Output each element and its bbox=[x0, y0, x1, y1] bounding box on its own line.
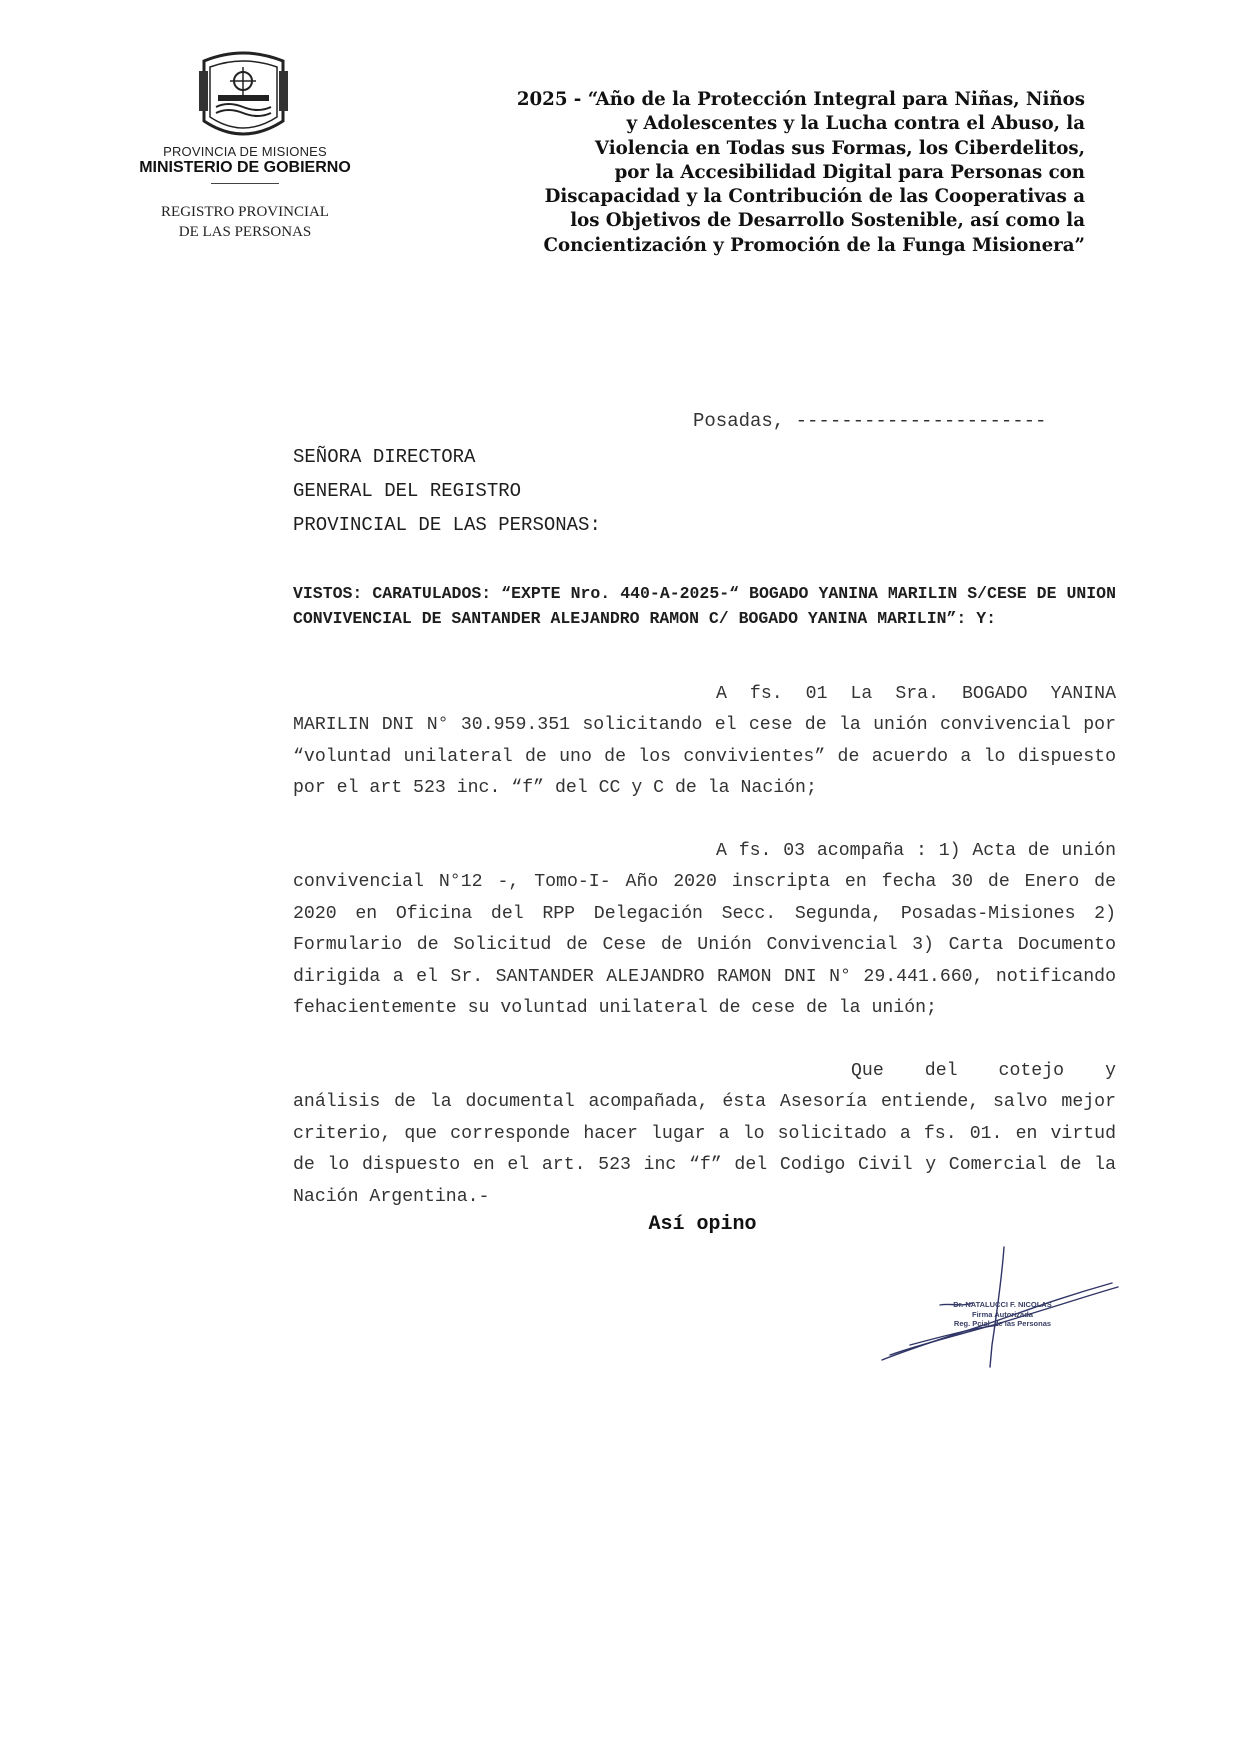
motto-line: Violencia en Todas sus Formas, los Ciberdelitos, bbox=[594, 137, 1085, 159]
motto-line: y Adolescentes y la Lucha contra el Abuso, la bbox=[626, 113, 1085, 135]
addressee-line: GENERAL DEL REGISTRO bbox=[293, 480, 522, 502]
addressee-block bbox=[293, 440, 601, 542]
paragraph-analysis bbox=[293, 1056, 1116, 1213]
registry-name-line1: REGISTRO PROVINCIAL bbox=[161, 204, 329, 220]
closing-opinion: Así opino bbox=[648, 1213, 757, 1236]
motto-line: los Objetivos de Desarrollo Sostenible, así como la bbox=[570, 210, 1085, 232]
case-caption: VISTOS: CARATULADOS: “EXPTE Nro. 440-A-2025-“ BOGADO YANINA MARILIN S/CESE DE UNION CONVIVENCIAL DE SANTANDER ALEJANDRO RAMON C/ BOGADO YANINA MARILIN”: Y: bbox=[293, 584, 1116, 628]
motto-line: 2025 - “Año de la Protección Integral para Niñas, Niños bbox=[516, 89, 1085, 110]
stamp-line: Reg. Pcial. de las Personas bbox=[953, 1319, 1052, 1328]
year-motto bbox=[470, 88, 1085, 258]
stamp-line: Dr. NATALUCCI F. NICOLAS bbox=[953, 1300, 1052, 1309]
paragraph-text: A fs. 01 La Sra. BOGADO YANINA MARILIN DNI N° 30.959.351 solicitando el cese de la unión convivencial por “voluntad unilateral de uno de los convivientes” de acuerdo a lo dispuesto por el art 523 inc. “f” del CC y C de la Nación; bbox=[293, 684, 1116, 799]
signature-stamp bbox=[940, 1300, 1065, 1329]
motto-line: Concientización y Promoción de la Funga Misionera” bbox=[543, 234, 1085, 256]
province-name: PROVINCIA DE MISIONES bbox=[163, 144, 327, 159]
stamp-line: Firma Autorizada bbox=[972, 1309, 1033, 1319]
addressee-line: PROVINCIAL DE LAS PERSONAS: bbox=[293, 514, 601, 536]
ministry-name: MINISTERIO DE GOBIERNO bbox=[139, 159, 351, 176]
paragraph-fs03 bbox=[293, 836, 1116, 1024]
addressee-line: SEÑORA DIRECTORA bbox=[293, 446, 476, 468]
letterhead-divider bbox=[211, 183, 279, 184]
registry-name-line2: DE LAS PERSONAS bbox=[178, 224, 312, 240]
place-date: Posadas, ---------------------- bbox=[693, 410, 1047, 432]
motto-line: Discapacidad y la Contribución de las Cooperativas a bbox=[544, 186, 1085, 208]
paragraph-fs01 bbox=[293, 679, 1116, 805]
motto-line: por la Accesibilidad Digital para Personas con bbox=[614, 161, 1085, 183]
paragraph-text: A fs. 03 acompaña : 1) Acta de unión convivencial N°12 -, Tomo-I- Año 2020 inscripta en fecha 30 de Enero de 2020 en Oficina del RPP Delegación Secc. Segunda, Posadas-Misiones 2) Formulario de Solicitud de Cese de Unión Convivencial 3) Carta Documento dirigida a el Sr. SANTANDER ALEJANDRO RAMON DNI N° 29.441.660, notificando fehacientemente su voluntad unilateral de cese de la unión; bbox=[293, 841, 1116, 1019]
provincial-seal bbox=[196, 51, 291, 139]
paragraph-text: Que del cotejo y análisis de la documental acompañada, ésta Asesoría entiende, salvo mejor criterio, que corresponde hacer lugar a lo solicitado a fs. 01. en virtud de lo dispuesto en el art. 523 inc “f” del Codigo Civil y Comercial de la Nación Argentina.- bbox=[293, 1061, 1116, 1207]
